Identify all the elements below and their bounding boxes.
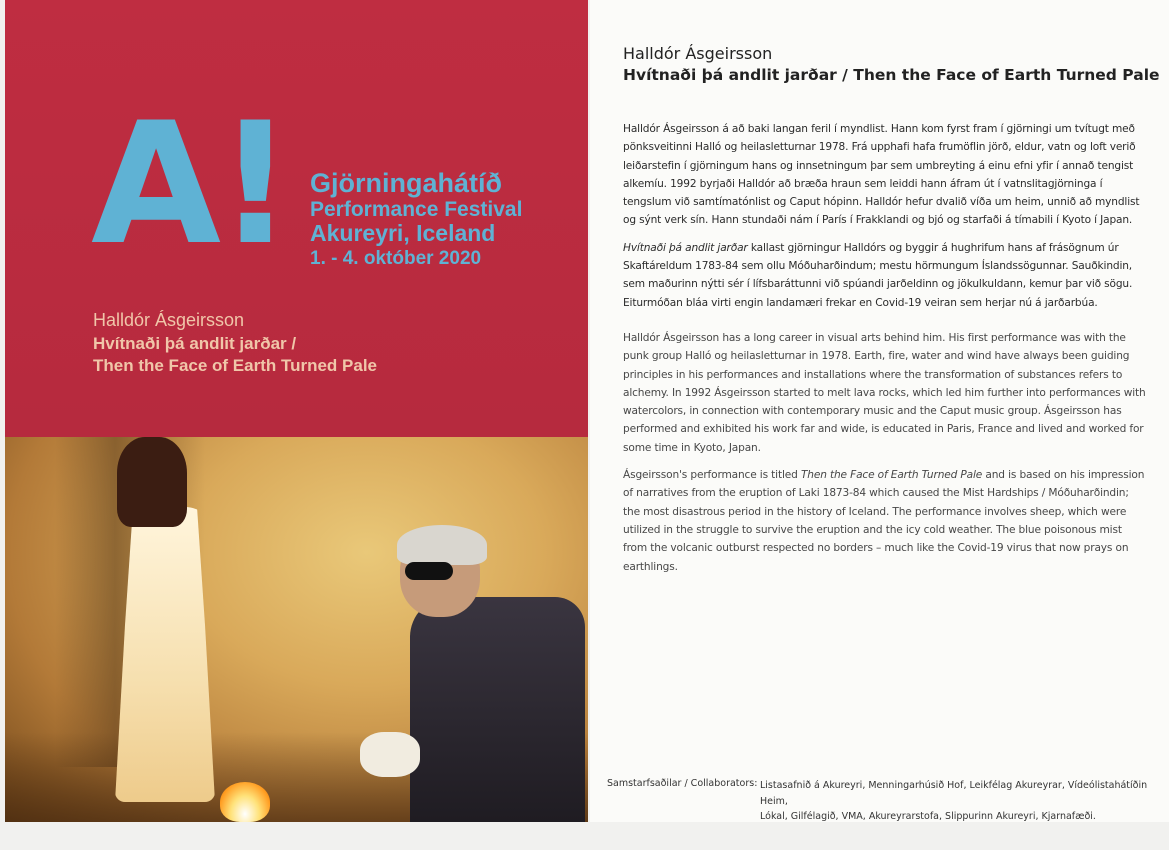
icelandic-text: [623, 120, 1148, 321]
photo-woman-hair: [117, 437, 187, 527]
festival-location: Akureyri, Iceland: [310, 220, 496, 246]
performance-photo: [5, 437, 588, 822]
right-panel: [590, 0, 1169, 822]
left-title-line-1: Hvítnaði þá andlit jarðar /: [93, 334, 297, 353]
photo-man-hair: [397, 525, 487, 565]
festival-dates: 1. - 4. október 2020: [310, 248, 482, 269]
icelandic-paragraph-1: Halldór Ásgeirsson á að baki langan feril í myndlist. Hann kom fyrst fram í gjörningi um tvítugt með pönksveitinni Halló og heilasletturnar 1978. Frá upphafi hafa frumöflin jörð, eldur, vatn og loft verið leiðarstefin í gjörningum hans og innsetningum þar sem umbreyting á einu efni yfir í annað tengist alkemíu. 1992 byrjaði Halldór að bræða hraun sem leiddi hann áfram út í vatnslitagjörninga í tengslum við samtímatónlist og Caput hópinn. Halldór hefur dvalið víða um heim, unnið að myndlist og sýnt verk sín. Hann stundaði nám í París í Frakklandi og bjó og starfaði á tímabili í Kyoto í Japan.: [623, 123, 1140, 227]
english-paragraph-2-text: and is based on his impression of narratives from the eruption of Laki 1873-84 which caused the Mist Hardships / Móðuharðindin; the most disastrous period in the history of Iceland. The performance involves sheep, which were utilized in the struggle to survive the eruption and the icy cold weather. The blue poisonous mist from the volcanic outburst respected no borders – much like the Covid-19 virus that now prays on earthlings.: [623, 469, 1145, 573]
festival-logo: A!: [91, 86, 290, 282]
english-paragraph-1: Halldór Ásgeirsson has a long career in visual arts behind him. His first performance was with the punk group Halló og heilasletturnar in 1978. Earth, fire, water and wind have always been guiding principles in his performances and installations where the transformation of substances refers to alchemy. In 1992 Ásgeirsson started to melt lava rocks, which led him further into performances with watercolors, in connection with contemporary music and the Caput music group. Ásgeirsson has performed and exhibited his work far and wide, is educated in Paris, France and lived and worked for some time in Kyoto, Japan.: [623, 332, 1146, 454]
collaborators-line-1: Listasafnið á Akureyri, Menningarhúsið Hof, Leikfélag Akureyrar, Vídeólistahátíðin Heim,: [760, 780, 1148, 807]
scan-bottom-edge: [0, 822, 1169, 850]
collaborators-line-2: Lókal, Gilfélagið, VMA, Akureyrarstofa, Slippurinn Akureyri, Kjarnafæði.: [760, 811, 1096, 822]
festival-name-is: Gjörningahátíð: [310, 168, 502, 198]
photo-flame: [220, 782, 270, 822]
icelandic-paragraph-2: [623, 239, 1148, 312]
collaborators-list: [760, 778, 1160, 825]
festival-name-en: Performance Festival: [310, 198, 523, 221]
english-paragraph-2-start: Ásgeirsson's performance is titled: [623, 469, 801, 482]
photo-goggles: [405, 562, 453, 580]
photo-man-body: [410, 597, 585, 822]
icelandic-italic-title: Hvítnaði þá andlit jarðar: [623, 241, 748, 254]
photo-woman-dress: [115, 507, 215, 802]
right-author-name: Halldór Ásgeirsson: [623, 44, 773, 63]
left-panel: [5, 0, 588, 822]
left-performance-title: [93, 333, 377, 377]
icelandic-paragraph-2-text: kallast gjörningur Halldórs og byggir á hughrifum hans af frásögnum úr Skaftáreldum 1783-84 sem ollu Móðuharðindum; mestu hörmungum Íslandssögunnar. Sauðkindin, sem maðurinn nýtti sér í lífsbaráttunni við spúandi jarðeldinn og jökulkuldann, kemur þar við sögu. Eiturmóðan bláa virti engin landamæri frekar en Covid-19 veiran sem herjar nú á jarðarbúa.: [623, 241, 1133, 309]
photo-glove: [360, 732, 420, 777]
english-italic-title: Then the Face of Earth Turned Pale: [800, 469, 983, 482]
left-author-name: Halldór Ásgeirsson: [93, 310, 245, 330]
red-header-area: [5, 0, 588, 437]
collaborators-label: Samstarfsaðilar / Collaborators:: [607, 778, 758, 789]
english-text: [623, 329, 1148, 585]
right-performance-title: Hvítnaði þá andlit jarðar / Then the Face of Earth Turned Pale: [623, 66, 1160, 84]
festival-info: [310, 170, 580, 268]
english-paragraph-2: [623, 466, 1148, 576]
left-title-line-2: Then the Face of Earth Turned Pale: [93, 356, 378, 376]
